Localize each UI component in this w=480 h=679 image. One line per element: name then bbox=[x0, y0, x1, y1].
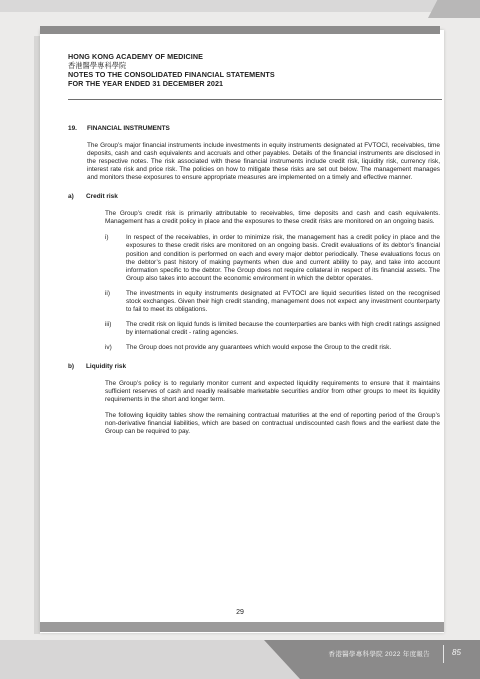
page-header bbox=[68, 52, 440, 88]
top-decor-bar bbox=[40, 26, 440, 34]
credit-risk-letter: a) bbox=[68, 193, 74, 201]
page-number: 29 bbox=[236, 609, 244, 616]
liquidity-risk-letter: b) bbox=[68, 362, 75, 370]
credit-risk-title: Credit risk bbox=[86, 193, 118, 201]
org-name-zh: 香港醫學專科學院 bbox=[68, 61, 127, 70]
header-divider bbox=[68, 99, 442, 100]
section-title: FINANCIAL INSTRUMENTS bbox=[87, 125, 170, 132]
reporting-period: FOR THE YEAR ENDED 31 DECEMBER 2021 bbox=[68, 79, 224, 88]
item-numeral: i) bbox=[105, 234, 109, 242]
footer-page-number: 85 bbox=[452, 648, 461, 657]
section-heading bbox=[68, 125, 440, 133]
item-numeral: iv) bbox=[105, 343, 112, 351]
list-item bbox=[105, 290, 440, 314]
top-decor-band bbox=[0, 0, 480, 12]
section-intro: The Group’s major financial instruments include investments in equity instruments designated at FVTOCI, receivables, time deposits, cash and cash equivalents and accruals and other payables. Details of the financial instruments are disclosed in the respective notes. The risk associated with these financial instruments include credit risk, liquidity risk, currency risk, interest rate risk and price risk. The policies on how to mitigate these risks are set out below. The management manages and monitors these exposures to ensure appropriate measures are implemented on a timely and effective manner. bbox=[87, 142, 440, 182]
notes-title: NOTES TO THE CONSOLIDATED FINANCIAL STATEMENTS bbox=[68, 70, 275, 79]
liquidity-risk-title: Liquidity risk bbox=[86, 362, 127, 370]
section-number: 19. bbox=[68, 125, 77, 132]
footer-report-title: 香港醫學專科學院 2022 年度報告 bbox=[328, 651, 430, 658]
bottom-decor-bar bbox=[40, 622, 444, 632]
item-numeral: ii) bbox=[105, 289, 111, 297]
item-text: The Group does not provide any guarantees which would expose the Group to the credit risk. bbox=[126, 343, 392, 351]
footer-band bbox=[0, 640, 480, 679]
list-item bbox=[105, 344, 440, 352]
page-content bbox=[68, 125, 440, 436]
list-item bbox=[105, 234, 440, 282]
item-numeral: iii) bbox=[105, 320, 112, 328]
item-text: In respect of the receivables, in order to minimize risk, the management has a credit policy in place and the exposures to these credit risks are monitored on an ongoing basis. Credit evaluations of its debtor’s financial position and condition is performed on each and every major debtor periodically. These evaluations focus on the debtor’s past history of making payments when due and current ability to pay, and take into account information specific to the debtor. The Group does not require collateral in respect of its financial assets. The Group also takes into account the economic environment in which the debtor operates. bbox=[126, 234, 440, 282]
liquidity-risk-para-2: The following liquidity tables show the remaining contractual maturities at the end of reporting period of the Group’s non-derivative financial liabilities, which are based on contractual undiscounted cash flows and the earliest date the Group can be required to pay. bbox=[105, 412, 440, 436]
liquidity-risk-para-1: The Group’s policy is to regularly monitor current and expected liquidity requirements to ensure that it maintains sufficient reserves of cash and readily realisable marketable securities and/or from other groups to meet its liquidity requirements in the short and longer term. bbox=[105, 380, 440, 404]
credit-risk-heading bbox=[68, 193, 440, 201]
footer-divider bbox=[443, 645, 444, 663]
liquidity-risk-heading bbox=[68, 363, 440, 371]
org-name-en: HONG KONG ACADEMY OF MEDICINE bbox=[68, 52, 204, 61]
item-text: The credit risk on liquid funds is limited because the counterparties are banks with high credit ratings assigned by international credit - rating agencies. bbox=[126, 320, 440, 336]
list-item bbox=[105, 321, 440, 337]
item-text: The investments in equity instruments designated at FVTOCI are liquid securities listed on the recognised stock exchanges. Given their high credit standing, management does not expect any investment counterparty to fail to meet its obligations. bbox=[126, 289, 440, 313]
credit-risk-intro: The Group’s credit risk is primarily attributable to receivables, time deposits and cash and cash equivalents. Management has a credit policy in place and the exposures to these credit risks are monitored on an ongoing basis. bbox=[105, 210, 440, 226]
